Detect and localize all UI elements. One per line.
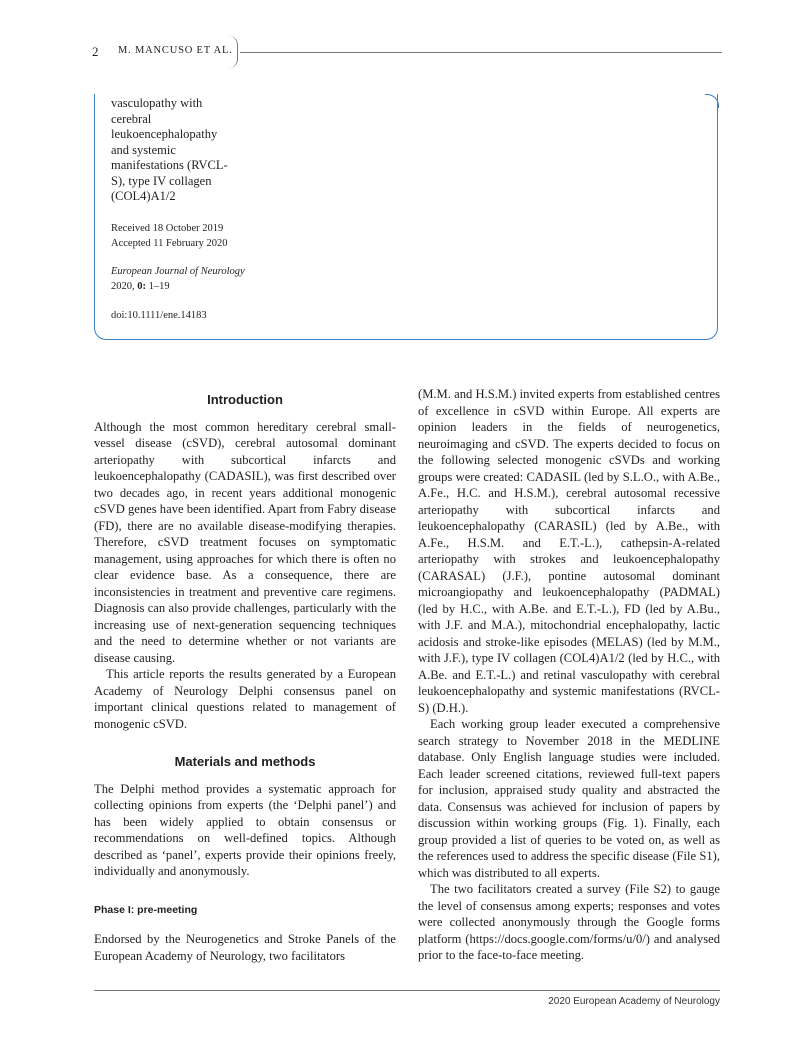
- running-head: M. MANCUSO ET AL.: [118, 45, 233, 56]
- left-column: [94, 392, 396, 964]
- introduction-heading: Introduction: [207, 392, 283, 407]
- intro-paragraph-2: This article reports the results generated by a European Academy of Neurology Delphi consensus panel on important clinical questions related to management of monogenic cSVD.: [94, 667, 396, 731]
- phase-1-paragraph: Endorsed by the Neurogenetics and Stroke Panels of the European Academy of Neurology, two facilitators: [94, 932, 396, 963]
- received-date: Received 18 October 2019: [111, 222, 224, 234]
- right-paragraph-3: The two facilitators created a survey (File S2) to gauge the level of consensus among experts; responses and votes were collected anonymously through the Google forms platform (https://docs.google.com/forms/u/0/) and analysed prior to the face-to-face meeting.: [418, 882, 720, 962]
- phase-1-heading: Phase I: pre-meeting: [94, 903, 198, 916]
- intro-paragraph-1: Although the most common hereditary cerebral small-vessel disease (cSVD), cerebral autosomal dominant arteriopathy with subcortical infarcts and leukoencephalopathy (CADASIL), was first described over two decades ago, in recent years additional monogenic cSVD genes have been identified. Apart from Fabry disease (FD), there are no available disease-modifying therapies. Therefore, cSVD treatment focuses on symptomatic management, using approaches for which there is often no clear evidence base. As a consequence, there are inconsistencies in treatment and preventive care regimens. Diagnosis can also provide challenges, particularly with the increasing use of next-generation sequencing techniques and the need to determine whether or not variants are disease causing.: [94, 419, 396, 665]
- right-column: [418, 386, 720, 964]
- journal-citation: [111, 264, 251, 294]
- accepted-date: Accepted 11 February 2020: [111, 237, 228, 249]
- methods-paragraph-1: The Delphi method provides a systematic approach for collecting opinions from experts (the ‘Delphi panel’) and has been widely applied to obtain consensus or recommendations on well-defined topics. Although described as ‘panel’, experts provide their opinions freely, individually and anonymously.: [94, 781, 396, 878]
- doi: doi:10.1111/ene.14183: [111, 309, 207, 321]
- page-number: 2: [92, 44, 99, 59]
- right-paragraph-2: Each working group leader executed a comprehensive search strategy to November 2018 in the MEDLINE database. Only English language studies were included. Each leader screened citations, reviewed full-text papers for inclusion, appraised study quality and abstracted the data. Consensus was achieved for inclusion of papers by discussion within working groups (Fig. 1). Finally, each group provided a list of queries to be voted on, as well as the references used to address the specific disease (File S1), which was distributed to all experts.: [418, 717, 720, 880]
- journal-year: 2020,: [111, 280, 138, 292]
- header-bracket: [229, 36, 238, 68]
- keywords-continued: vasculopathy with cerebral leukoencephalopathy and systemic manifestations (RVCL- S), type IV collagen (COL4)A1/2: [111, 96, 228, 203]
- right-paragraph-1: (M.M. and H.S.M.) invited experts from established centres of excellence in cSVD within Europe. All experts are opinion leaders in the fields of neurogenetics, neuroimaging and cSVD. The experts decided to focus on the following selected monogenic cSVDs and working groups were created: CADASIL (led by S.L.O., with A.Be., A.Fe., H.C. and H.S.M.), cerebral autosomal recessive arteriopathy with subcortical infarcts and leukoencephalopathy (CARASIL) (led by A.Be., with A.Fe., H.S.M. and E.T.-L.), cathepsin-A-related arteriopathy with strokes and leukoencephalopathy (CARASAL) (J.F.), pontine autosomal dominant microangiopathy and leukoencephalopathy (PADMAL) (led by H.C., with A.Be. and E.T.-L.), FD (led by A.Bu., with J.F. and M.A.), mitochondrial encephalopathy, lactic acidosis and stroke-like episodes (MELAS) (led by M.M., with J.F.), type IV collagen (COL4)A1/2 (led by H.C., with A.Be. and E.T.-L.) and retinal vasculopathy with cerebral leukoencephalopathy and systemic manifestations (RVCL-S) (D.H.).: [418, 387, 720, 715]
- header-rule: [240, 52, 722, 53]
- journal-pages: 1–19: [146, 280, 170, 292]
- page-header: [92, 44, 722, 66]
- article-info-content: [111, 96, 251, 323]
- journal-volume: 0:: [137, 280, 146, 292]
- methods-heading: Materials and methods: [174, 754, 316, 769]
- journal-name: European Journal of Neurology: [111, 265, 245, 277]
- footer-rule: [94, 990, 720, 991]
- article-info-box: [94, 94, 718, 340]
- footer-publisher: 2020 European Academy of Neurology: [548, 996, 720, 1007]
